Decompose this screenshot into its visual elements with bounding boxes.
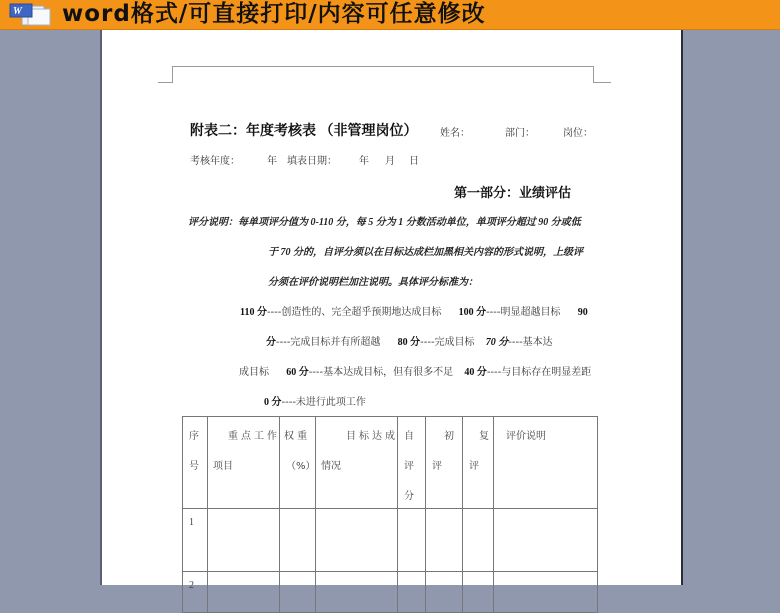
header-tick-right [593,82,611,83]
date-day: 日 [409,156,419,167]
cell-evaluation-notes[interactable] [494,572,598,613]
department-label: 部门： [505,128,535,139]
criteria-line-2: 分----完成目标并有所超越 80 分----完成目标 70 分----基本达 [266,337,553,348]
banner-title: word格式/可直接打印/内容可任意修改 [62,1,486,27]
fill-date-label: 填表日期： [287,156,337,167]
cell-self-score[interactable] [398,572,426,613]
header-final-review: 复 评 [463,417,494,509]
cell-self-score[interactable] [398,509,426,572]
cell-weight[interactable] [280,509,316,572]
header-corner-right [593,66,594,82]
cell-initial-review[interactable] [426,509,463,572]
header-corner-left [172,66,173,82]
instruction-line-3: 分须在评价说明栏加注说明。具体评分标准为： [268,277,478,288]
row-index: 1 [183,509,208,572]
table-row [183,572,598,613]
header-index: 序 号 [183,417,208,509]
header-goal-achievement: 目标达成 情况 [316,417,398,509]
cell-key-work[interactable] [208,572,280,613]
date-year: 年 [359,156,369,167]
promo-banner [0,0,780,30]
cell-evaluation-notes[interactable] [494,509,598,572]
criteria-line-4: 0 分----未进行此项工作 [264,397,366,408]
criteria-line-1: 110 分----创造性的、完全超乎预期地达成目标 100 分----明显超越目标 90 [240,307,588,318]
assessment-table [182,416,598,613]
left-margin-area [0,30,102,585]
document-page [102,30,681,591]
cell-final-review[interactable] [463,572,494,613]
right-margin-area [681,30,780,585]
header-initial-review: 初 评 [426,417,463,509]
position-label: 岗位： [563,128,593,139]
cell-key-work[interactable] [208,509,280,572]
header-tick-left [158,82,173,83]
document-title: 附表二：年度考核表 （非管理岗位） [190,124,418,139]
table-header-row [183,417,598,509]
header-evaluation-notes: 评价说明 [494,417,598,509]
instruction-line-1: 评分说明：每单项评分值为 0-110 分，每 5 分为 1 分数活动单位，单项评分超过 90 分或低 [188,217,581,228]
assessment-year-label: 考核年度： [190,156,240,167]
section-title: 第一部分：业绩评估 [454,185,572,200]
criteria-line-3: 成目标 60 分----基本达成目标，但有很多不足 40 分----与目标存在明显差距 [239,367,592,378]
header-line [172,66,594,67]
header-key-work: 重点工作 项目 [208,417,280,509]
cell-final-review[interactable] [463,509,494,572]
cell-goal[interactable] [316,509,398,572]
date-month: 月 [385,156,395,167]
header-weight: 权 重 （%） [280,417,316,509]
word-document-icon [8,3,54,26]
svg-text:W: W [13,6,22,17]
name-label: 姓名： [440,128,470,139]
row-index: 2 [183,572,208,613]
criteria-score: 110 分 [240,307,267,318]
year-unit: 年 [267,156,277,167]
cell-weight[interactable] [280,572,316,613]
header-self-score: 自 评 分 [398,417,426,509]
cell-goal[interactable] [316,572,398,613]
table-row [183,509,598,572]
instruction-line-2: 于 70 分的，自评分须以在目标达成栏加黑相关内容的形式说明，上级评 [268,247,583,258]
cell-initial-review[interactable] [426,572,463,613]
